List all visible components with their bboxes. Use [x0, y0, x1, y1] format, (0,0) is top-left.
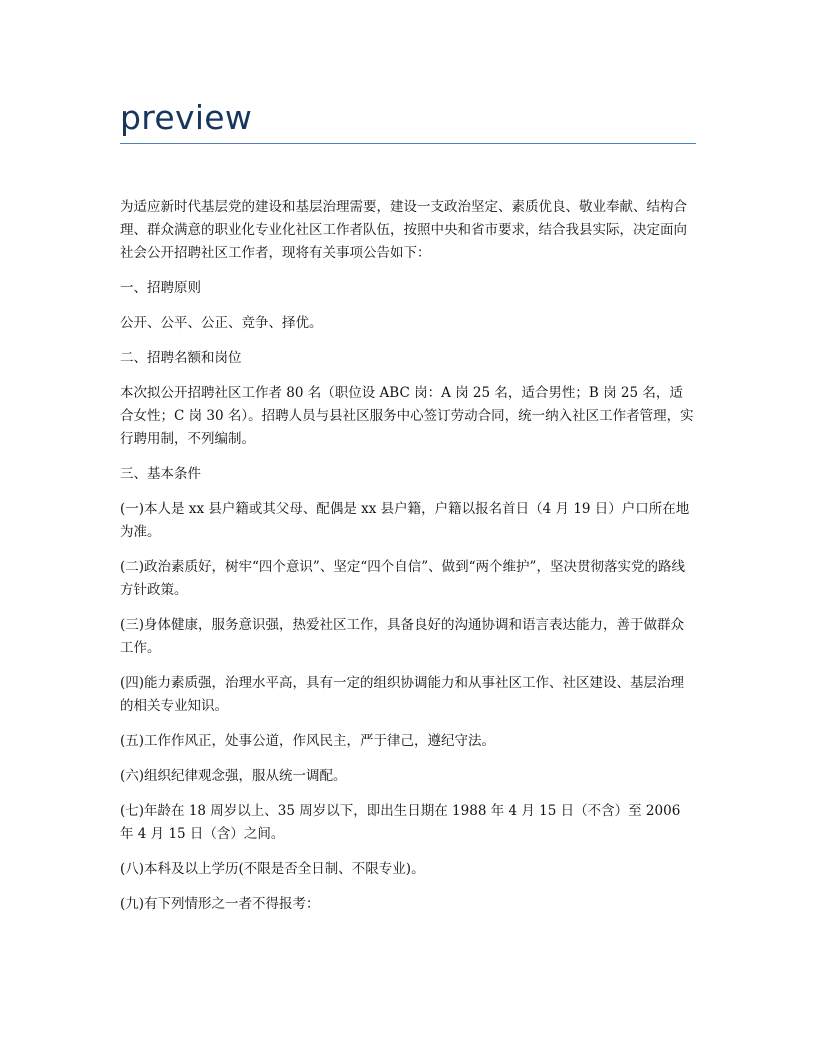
condition-item-1: (一)本人是 xx 县户籍或其父母、配偶是 xx 县户籍，户籍以报名首日（4 月 19 日）户口所在地为准。 — [120, 501, 690, 540]
principles-paragraph: 公开、公平、公正、竞争、择优。 — [120, 315, 323, 331]
document-title: preview — [120, 98, 253, 137]
condition-item-5: (五)工作作风正，处事公道，作风民主，严于律己，遵纪守法。 — [120, 733, 496, 749]
document-body — [120, 196, 696, 928]
condition-item-3: (三)身体健康，服务意识强，热爱社区工作，具备良好的沟通协调和语言表达能力，善于做群众工作。 — [120, 617, 685, 656]
condition-item-2: (二)政治素质好，树牢“四个意识”、坚定“四个自信”、做到“两个维护”，坚决贯彻落实党的路线方针政策。 — [120, 559, 685, 598]
condition-item-8: (八)本科及以上学历(不限是否全日制、不限专业)。 — [120, 861, 425, 877]
condition-item-4: (四)能力素质强，治理水平高，具有一定的组织协调能力和从事社区工作、社区建设、基层治理的相关专业知识。 — [120, 675, 685, 714]
condition-item-7: (七)年龄在 18 周岁以上、35 周岁以下，即出生日期在 1988 年 4 月 15 日（不含）至 2006 年 4 月 15 日（含）之间。 — [120, 803, 681, 842]
section-heading-principles: 一、招聘原则 — [120, 280, 201, 296]
intro-paragraph: 为适应新时代基层党的建设和基层治理需要，建设一支政治坚定、素质优良、敬业奉献、结构合理、群众满意的职业化专业化社区工作者队伍，按照中央和省市要求，结合我县实际，决定面向社会公开招聘社区工作者，现将有关事项公告如下： — [120, 199, 687, 261]
title-divider — [120, 143, 696, 144]
condition-item-6: (六)组织纪律观念强，服从统一调配。 — [120, 768, 347, 784]
condition-item-9: (九)有下列情形之一者不得报考： — [120, 896, 320, 912]
section-heading-conditions: 三、基本条件 — [120, 466, 201, 482]
positions-paragraph: 本次拟公开招聘社区工作者 80 名（职位设 ABC 岗：A 岗 25 名，适合男性；B 岗 25 名，适合女性；C 岗 30 名）。招聘人员与县社区服务中心签订劳动合同，统一纳入社区工作者管理，实行聘用制，不列编制。 — [120, 385, 694, 447]
section-heading-positions: 二、招聘名额和岗位 — [120, 350, 242, 366]
